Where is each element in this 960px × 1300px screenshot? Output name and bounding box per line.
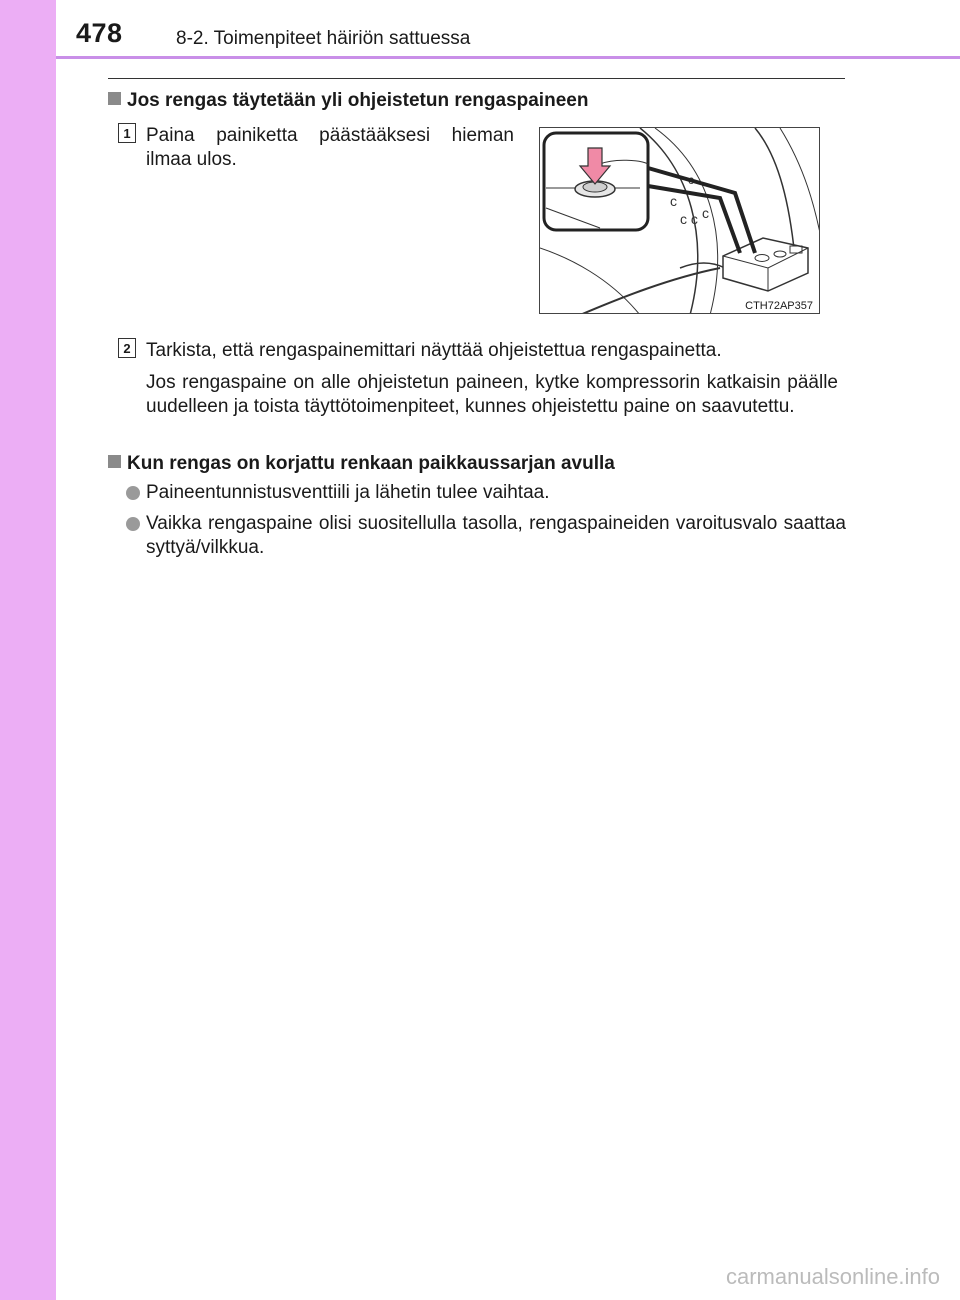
step-2-note: Jos rengaspaine on alle ohjeistetun paineen, kytke kompressorin katkaisin päälle uudelleen ja toista täyttötoimenpiteet, kunnes ohjeistettu paine on saavutettu. bbox=[146, 372, 838, 417]
svg-text:c: c bbox=[702, 205, 709, 221]
round-bullet-icon bbox=[126, 486, 140, 500]
svg-text:c: c bbox=[688, 173, 694, 187]
section-heading-text: Kun rengas on korjattu renkaan paikkaussarjan avulla bbox=[127, 453, 615, 474]
square-bullet-icon bbox=[108, 455, 121, 468]
step-number-badge: 2 bbox=[118, 338, 136, 358]
step-1-text: Paina painiketta päästääksesi hieman ilmaa ulos. bbox=[146, 125, 514, 170]
illustration-code: CTH72AP357 bbox=[745, 300, 813, 312]
compressor-illustration bbox=[539, 127, 820, 314]
bullet-text: Vaikka rengaspaine olisi suositellulla tasolla, rengaspaineiden varoitusvalo saattaa syttyä/vilkkua. bbox=[146, 513, 846, 558]
list-item bbox=[126, 481, 846, 505]
step-number-badge: 1 bbox=[118, 123, 136, 143]
bullet-text: Paineentunnistusventtiili ja lähetin tulee vaihtaa. bbox=[146, 482, 550, 503]
list-item bbox=[126, 512, 846, 560]
round-bullet-icon bbox=[126, 517, 140, 531]
section-heading-text: Jos rengas täytetään yli ohjeistetun rengaspaineen bbox=[127, 90, 589, 111]
section-rule bbox=[108, 78, 845, 79]
svg-text:c c: c c bbox=[680, 211, 698, 227]
svg-text:c: c bbox=[670, 193, 677, 209]
square-bullet-icon bbox=[108, 92, 121, 105]
header-divider bbox=[56, 56, 960, 59]
chapter-tab-sidebar bbox=[0, 0, 56, 1300]
compressor-drawing bbox=[540, 128, 820, 314]
watermark: carmanualsonline.info bbox=[726, 1264, 941, 1289]
chapter-title: 8-2. Toimenpiteet häiriön sattuessa bbox=[176, 28, 471, 49]
page-number: 478 bbox=[76, 18, 123, 48]
step-2-text: Tarkista, että rengaspainemittari näyttää ohjeistettua rengaspainetta. bbox=[146, 340, 722, 361]
section-heading-repaired bbox=[108, 453, 615, 475]
section-heading-overinflated bbox=[108, 90, 588, 112]
